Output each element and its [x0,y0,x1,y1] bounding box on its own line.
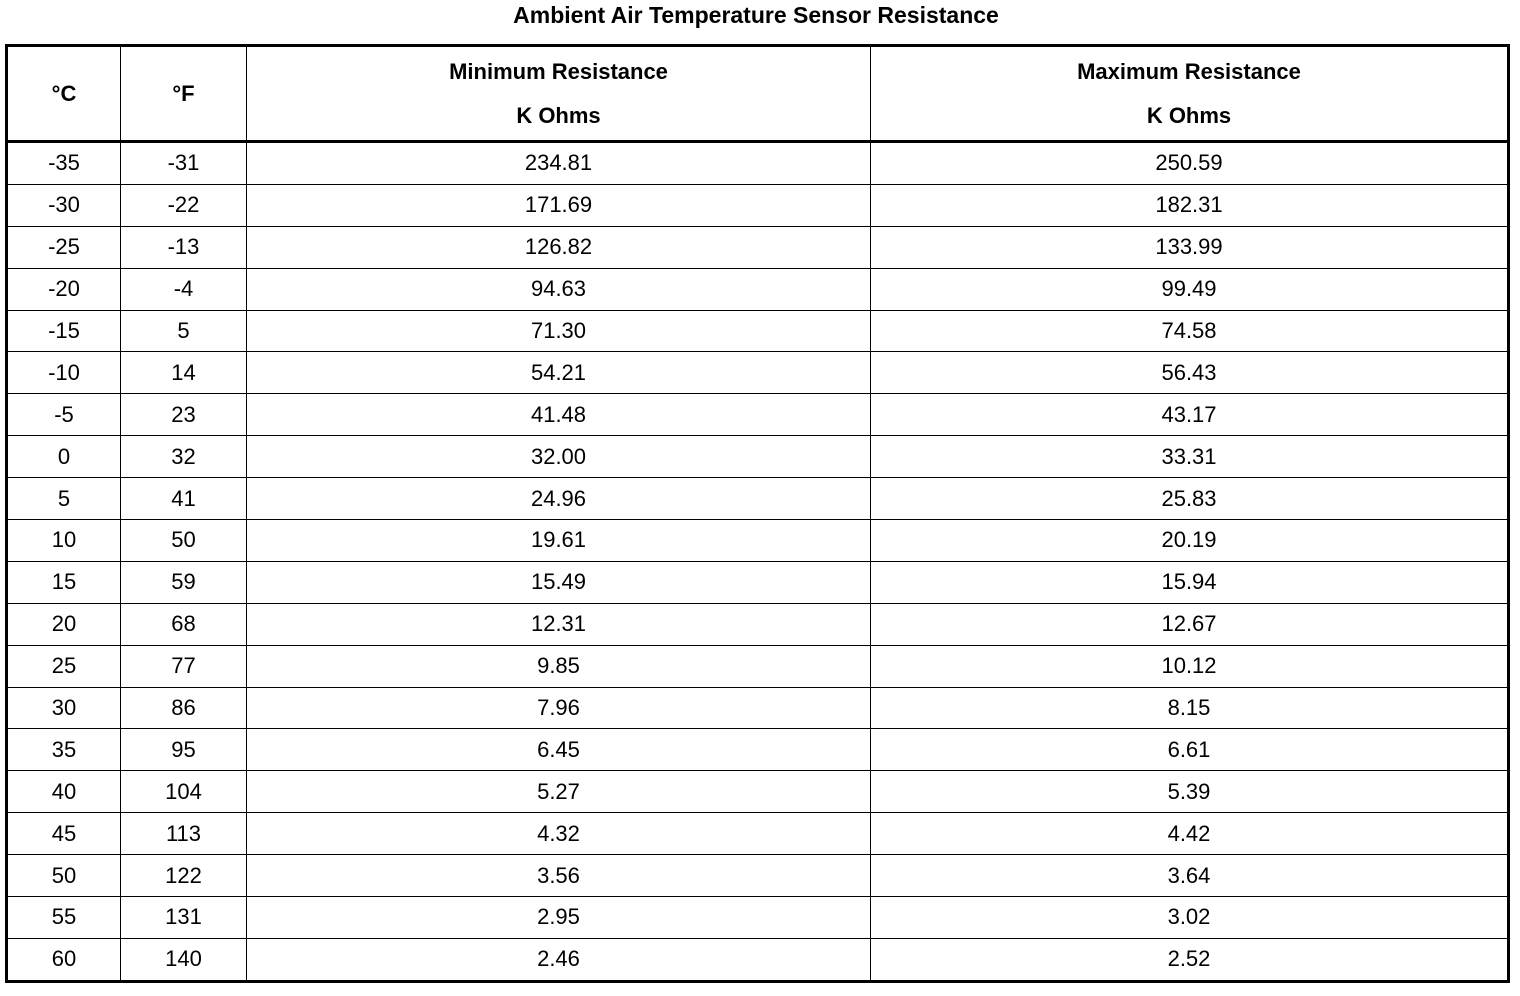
cell-max-resistance: 56.43 [871,352,1509,394]
cell-celsius: 15 [7,561,121,603]
table-row [7,310,1509,352]
table-row [7,687,1509,729]
cell-min-resistance: 71.30 [247,310,871,352]
cell-celsius: -25 [7,226,121,268]
cell-fahrenheit: 95 [121,729,247,771]
cell-min-resistance: 24.96 [247,478,871,520]
table-row [7,478,1509,520]
cell-max-resistance: 12.67 [871,603,1509,645]
cell-max-resistance: 3.64 [871,855,1509,897]
cell-celsius: -10 [7,352,121,394]
cell-max-resistance: 3.02 [871,897,1509,939]
table-row [7,729,1509,771]
cell-min-resistance: 32.00 [247,436,871,478]
cell-max-resistance: 43.17 [871,394,1509,436]
cell-fahrenheit: 140 [121,938,247,981]
cell-min-resistance: 15.49 [247,561,871,603]
cell-fahrenheit: 50 [121,520,247,562]
cell-fahrenheit: 23 [121,394,247,436]
cell-max-resistance: 133.99 [871,226,1509,268]
cell-min-resistance: 6.45 [247,729,871,771]
table-row [7,855,1509,897]
header-min-unit: K Ohms [516,102,601,128]
table-row [7,561,1509,603]
header-celsius: °C [7,46,121,142]
table-row [7,813,1509,855]
cell-celsius: -5 [7,394,121,436]
cell-min-resistance: 4.32 [247,813,871,855]
cell-celsius: 35 [7,729,121,771]
cell-celsius: 55 [7,897,121,939]
cell-min-resistance: 126.82 [247,226,871,268]
cell-fahrenheit: 68 [121,603,247,645]
cell-max-resistance: 10.12 [871,645,1509,687]
header-max-label: Maximum Resistance [1077,58,1301,84]
cell-min-resistance: 19.61 [247,520,871,562]
cell-min-resistance: 234.81 [247,142,871,185]
cell-max-resistance: 6.61 [871,729,1509,771]
cell-fahrenheit: 32 [121,436,247,478]
cell-max-resistance: 8.15 [871,687,1509,729]
cell-celsius: -30 [7,184,121,226]
cell-celsius: 0 [7,436,121,478]
page-title: Ambient Air Temperature Sensor Resistance [513,2,999,28]
table-body [7,142,1509,982]
table-row [7,897,1509,939]
table-row [7,226,1509,268]
cell-celsius: -35 [7,142,121,185]
cell-min-resistance: 54.21 [247,352,871,394]
cell-celsius: 10 [7,520,121,562]
cell-max-resistance: 33.31 [871,436,1509,478]
cell-celsius: 60 [7,938,121,981]
cell-fahrenheit: -22 [121,184,247,226]
cell-fahrenheit: 77 [121,645,247,687]
cell-celsius: -15 [7,310,121,352]
cell-min-resistance: 12.31 [247,603,871,645]
table-header [7,46,1509,142]
header-min-label: Minimum Resistance [449,58,668,84]
cell-min-resistance: 2.95 [247,897,871,939]
header-maximum-resistance [871,46,1509,142]
cell-min-resistance: 9.85 [247,645,871,687]
cell-fahrenheit: 86 [121,687,247,729]
table-row [7,352,1509,394]
cell-min-resistance: 2.46 [247,938,871,981]
table-row [7,268,1509,310]
cell-fahrenheit: 5 [121,310,247,352]
cell-fahrenheit: 59 [121,561,247,603]
header-max-unit: K Ohms [1146,102,1232,128]
cell-celsius: 30 [7,687,121,729]
cell-min-resistance: 94.63 [247,268,871,310]
cell-fahrenheit: 14 [121,352,247,394]
cell-fahrenheit: 113 [121,813,247,855]
table-row [7,603,1509,645]
cell-max-resistance: 182.31 [871,184,1509,226]
cell-max-resistance: 4.42 [871,813,1509,855]
cell-fahrenheit: -31 [121,142,247,185]
cell-max-resistance: 74.58 [871,310,1509,352]
cell-min-resistance: 41.48 [247,394,871,436]
cell-celsius: 45 [7,813,121,855]
cell-celsius: 20 [7,603,121,645]
cell-fahrenheit: -4 [121,268,247,310]
cell-max-resistance: 250.59 [871,142,1509,185]
cell-min-resistance: 5.27 [247,771,871,813]
table-row [7,142,1509,185]
cell-max-resistance: 99.49 [871,268,1509,310]
cell-fahrenheit: 131 [121,897,247,939]
cell-fahrenheit: 104 [121,771,247,813]
table-row [7,771,1509,813]
cell-fahrenheit: -13 [121,226,247,268]
cell-min-resistance: 171.69 [247,184,871,226]
cell-max-resistance: 2.52 [871,938,1509,981]
cell-max-resistance: 5.39 [871,771,1509,813]
cell-celsius: 5 [7,478,121,520]
header-row [7,46,1509,142]
cell-fahrenheit: 122 [121,855,247,897]
cell-max-resistance: 25.83 [871,478,1509,520]
table-row [7,394,1509,436]
cell-max-resistance: 20.19 [871,520,1509,562]
cell-min-resistance: 3.56 [247,855,871,897]
cell-celsius: 50 [7,855,121,897]
cell-celsius: -20 [7,268,121,310]
table-row [7,520,1509,562]
table-row [7,184,1509,226]
header-minimum-resistance [247,46,871,142]
table-row [7,436,1509,478]
cell-min-resistance: 7.96 [247,687,871,729]
cell-max-resistance: 15.94 [871,561,1509,603]
cell-celsius: 25 [7,645,121,687]
table-row [7,938,1509,981]
table-row [7,645,1509,687]
cell-fahrenheit: 41 [121,478,247,520]
header-fahrenheit: °F [121,46,247,142]
resistance-table [5,44,1510,983]
cell-celsius: 40 [7,771,121,813]
